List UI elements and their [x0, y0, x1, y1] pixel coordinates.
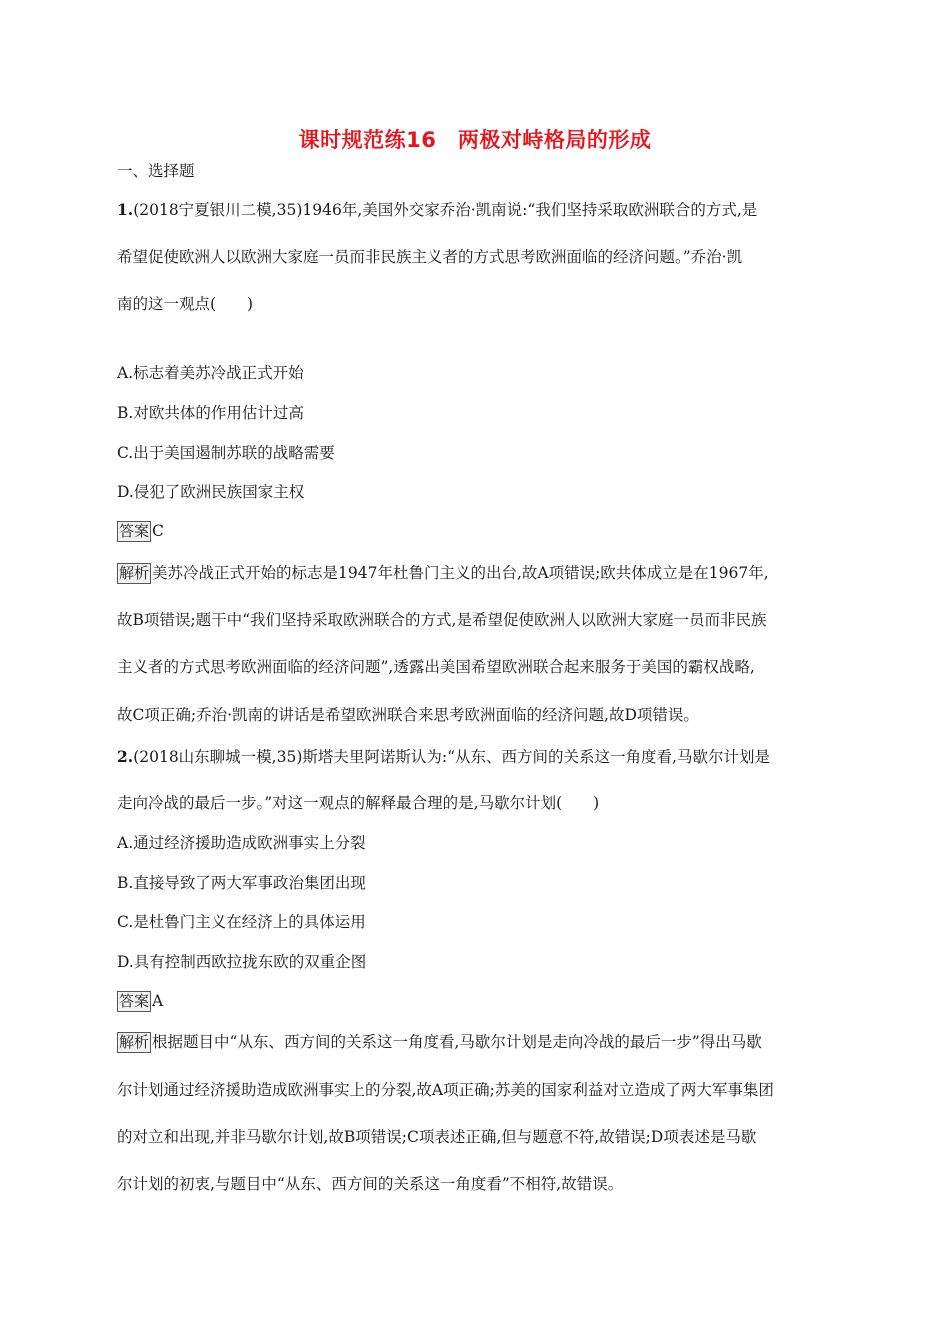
q2-analysis-line-1: 解析 根据题目中“从东、西方间的关系这一角度看,马歇尔计划是走向冷战的最后一步”得出马歇 [119, 1033, 762, 1051]
q1-option-b: B.对欧共体的作用估计过高 [117, 404, 304, 422]
q1-analysis-line-4: 故C项正确;乔治·凯南的讲话是希望欧洲联合来思考欧洲面临的经济问题,故D项错误。 [117, 706, 699, 724]
q1-analysis-line-1: 解析 美苏冷战正式开始的标志是1947年杜鲁门主义的出台,故A项错误;欧共体成立是在1967年, [119, 564, 769, 582]
q2-option-b: B.直接导致了两大军事政治集团出现 [117, 874, 366, 892]
q2-stem-line-1: 2.(2018山东聊城一模,35)斯塔夫里阿诺斯认为:“从东、西方间的关系这一角度看,马歇尔计划是 [117, 747, 770, 766]
page-title: 课时规范练16 两极对峙格局的形成 [298, 128, 652, 152]
q1-answer-value: C [152, 522, 164, 540]
q2-option-a: A.通过经济援助造成欧洲事实上分裂 [117, 834, 366, 852]
q2-option-d: D.具有控制西欧拉拢东欧的双重企图 [117, 953, 367, 971]
q2-answer-value: A [152, 992, 164, 1010]
analysis-tag: 解析 [119, 564, 150, 582]
q2-analysis-line-4: 尔计划的初衷,与题目中“从东、西方间的关系这一角度看”不相符,故错误。 [117, 1175, 624, 1193]
q1-option-a: A.标志着美苏冷战正式开始 [117, 364, 304, 382]
q1-option-d: D.侵犯了欧洲民族国家主权 [117, 483, 305, 501]
answer-tag: 答案 [119, 522, 150, 540]
q2-analysis-line-2: 尔计划通过经济援助造成欧洲事实上的分裂,故A项正确;苏美的国家利益对立造成了两大军事集团 [117, 1081, 774, 1099]
q2-analysis-line-3: 的对立和出现,并非马歇尔计划,故B项错误;C项表述正确,但与题意不符,故错误;D项表述是马歇 [117, 1128, 757, 1146]
q1-stem-line-2: 希望促使欧洲人以欧洲大家庭一员而非民族主义者的方式思考欧洲面临的经济问题。”乔治·凯 [117, 248, 743, 266]
q1-stem-line-1: 1.(2018宁夏银川二模,35)1946年,美国外交家乔治·凯南说:“我们坚持采取欧洲联合的方式,是 [117, 200, 758, 219]
analysis-tag: 解析 [119, 1033, 150, 1051]
q1-answer [117, 520, 837, 542]
section-heading: 一、选择题 [117, 162, 195, 180]
q2-stem-line-2: 走向冷战的最后一步。”对这一观点的解释最合理的是,马歇尔计划( ) [117, 794, 600, 812]
q2-number: 2. [117, 747, 134, 766]
q2-answer [117, 990, 837, 1012]
q1-option-c: C.出于美国遏制苏联的战略需要 [117, 444, 335, 462]
q1-number: 1. [117, 200, 134, 219]
answer-tag: 答案 [119, 992, 150, 1010]
q1-analysis-line-2: 故B项错误;题干中“我们坚持采取欧洲联合的方式,是希望促使欧洲人以欧洲大家庭一员而非民族 [117, 611, 767, 629]
q1-analysis-line-3: 主义者的方式思考欧洲面临的经济问题”,透露出美国希望欧洲联合起来服务于美国的霸权战略, [117, 658, 755, 676]
q1-stem-line-3: 南的这一观点( ) [117, 295, 254, 313]
q2-option-c: C.是杜鲁门主义在经济上的具体运用 [117, 913, 366, 931]
